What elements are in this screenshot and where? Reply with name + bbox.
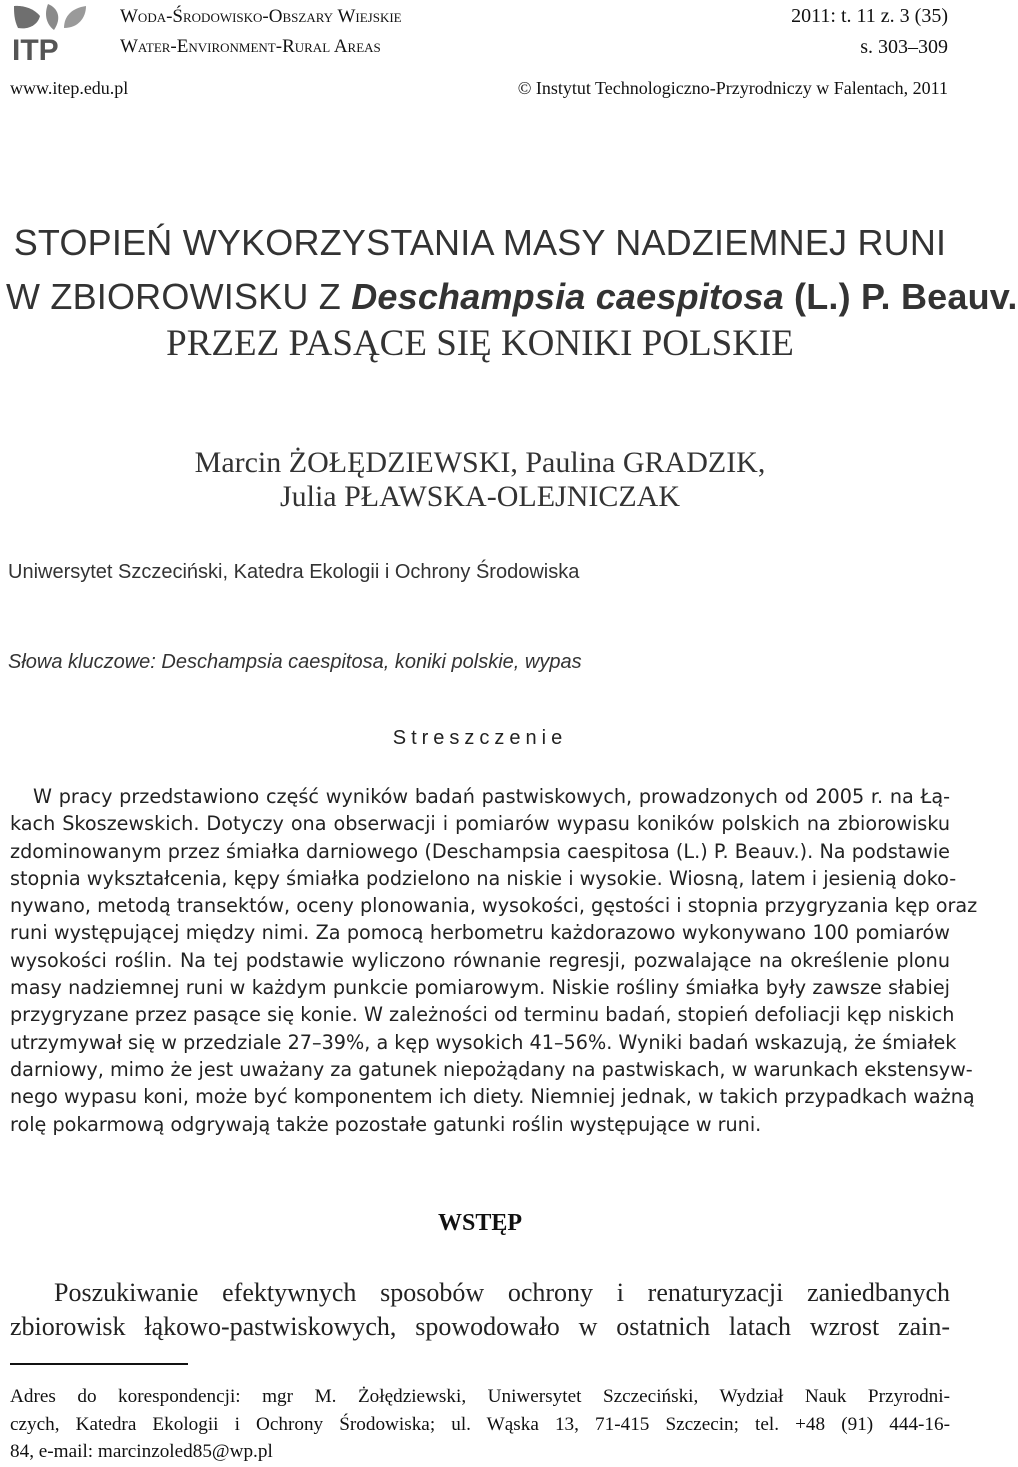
title-line-1: STOPIEŃ WYKORZYSTANIA MASY NADZIEMNEJ RUNI [13, 222, 947, 263]
title-line-2-prefix: W ZBIOROWISKU Z [6, 276, 352, 317]
abstract-line: utrzymywał się w przedziale 27–39%, a kęp wysokich 41–56%. Wyniki badań wskazują, że śmiałek [10, 1030, 957, 1054]
intro-line: Poszukiwanie efektywnych sposobów ochrony i renaturyzacji zaniedbanych [54, 1278, 950, 1307]
footnote-line: Adres do korespondencji: mgr M. Żołędziewski, Uniwersytet Szczeciński, Wydział Nauk Przyrodni- [10, 1386, 950, 1407]
abstract-line: stopnia wykształcenia, kępy śmiałka podzielono na niskie i wysokie. Wiosną, latem i jesienią doko- [10, 866, 957, 890]
journal-title-pl: Woda-Środowisko-Obszary Wiejskie [120, 6, 402, 27]
itp-logo [8, 2, 94, 67]
correspondence-footnote [10, 1383, 950, 1466]
intro-line: zbiorowisk łąkowo-pastwiskowych, spowodowało w ostatnich latach wzrost zain- [10, 1312, 950, 1341]
abstract-line: zdominowanym przez śmiałka darniowego (Deschampsia caespitosa (L.) P. Beauv.). Na podstawie [10, 839, 950, 863]
affiliation: Uniwersytet Szczeciński, Katedra Ekologii i Ochrony Środowiska [8, 561, 580, 583]
abstract-line: kach Skoszewskich. Dotyczy ona obserwacji i pomiarów wypasu koników polskich na zbiorowisku [10, 812, 950, 836]
title-line-2-suffix: (L.) P. Beauv. [783, 276, 1018, 317]
abstract-line: wysokości roślin. Na tej podstawie wyliczono równanie regresji, pozwalające na określenie plonu [10, 948, 950, 972]
journal-title-en: Water-Environment-Rural Areas [120, 36, 381, 57]
page-range: s. 303–309 [860, 36, 948, 58]
abstract-line: darniowy, mimo że jest uważany za gatunek niepożądany na pastwiskach, w warunkach ekstensyw- [10, 1057, 973, 1081]
footnote-line: 84, e-mail: marcinzoled85@wp.pl [10, 1441, 273, 1462]
abstract-line: nywano, metodą transektów, oceny plonowania, wysokości, gęstości i stopnia przygryzania kęp oraz [10, 894, 978, 918]
abstract-heading: Streszczenie [392, 727, 568, 749]
title-line-2 [6, 276, 1018, 318]
abstract-line: rolę pokarmową odgrywają także pozostałe gatunki roślin występujące w runi. [10, 1112, 762, 1136]
title-species-name: Deschampsia caespitosa [351, 276, 784, 317]
intro-body [10, 1276, 950, 1344]
footnote-divider [10, 1363, 188, 1365]
section-heading-intro: WSTĘP [437, 1210, 523, 1236]
copyright-notice: © Instytut Technologiczno-Przyrodniczy w Falentach, 2011 [517, 78, 948, 98]
journal-url-link[interactable]: www.itep.edu.pl [10, 78, 129, 98]
keywords: Słowa kluczowe: Deschampsia caespitosa, koniki polskie, wypas [8, 651, 582, 673]
abstract-line: runi występującej między nimi. Za pomocą herbometru każdorazowo wykonywano 100 pomiarów [10, 921, 950, 945]
authors-line-1: Marcin ŻOŁĘDZIEWSKI, Paulina GRADZIK, [194, 446, 766, 479]
abstract-line: nego wypasu koni, może być komponentem ich diety. Niemniej jednak, w takich przypadkach ważną [10, 1085, 975, 1109]
logo-lettering: ITP [12, 34, 59, 67]
abstract-line: masy nadziemnej runi w każdym punkcie pomiarowym. Niskie rośliny śmiałka były zawsze słabiej [10, 976, 950, 1000]
title-line-3: PRZEZ PASĄCE SIĘ KONIKI POLSKIE [166, 323, 794, 364]
authors-line-2: Julia PŁAWSKA-OLEJNICZAK [279, 480, 681, 513]
abstract-line: przygryzane przez pasące się konie. W zależności od terminu badań, stopień defoliacji kęp niskich [10, 1003, 955, 1027]
footnote-line: czych, Katedra Ekologii i Ochrony Środowiska; ul. Wąska 13, 71-415 Szczecin; tel. +48 (91) 444-16- [10, 1413, 950, 1435]
abstract-body [10, 783, 978, 1138]
issue-info: 2011: t. 11 z. 3 (35) [791, 5, 948, 27]
abstract-line: W pracy przedstawiono część wyników badań pastwiskowych, prowadzonych od 2005 r. na Łą- [33, 785, 950, 808]
